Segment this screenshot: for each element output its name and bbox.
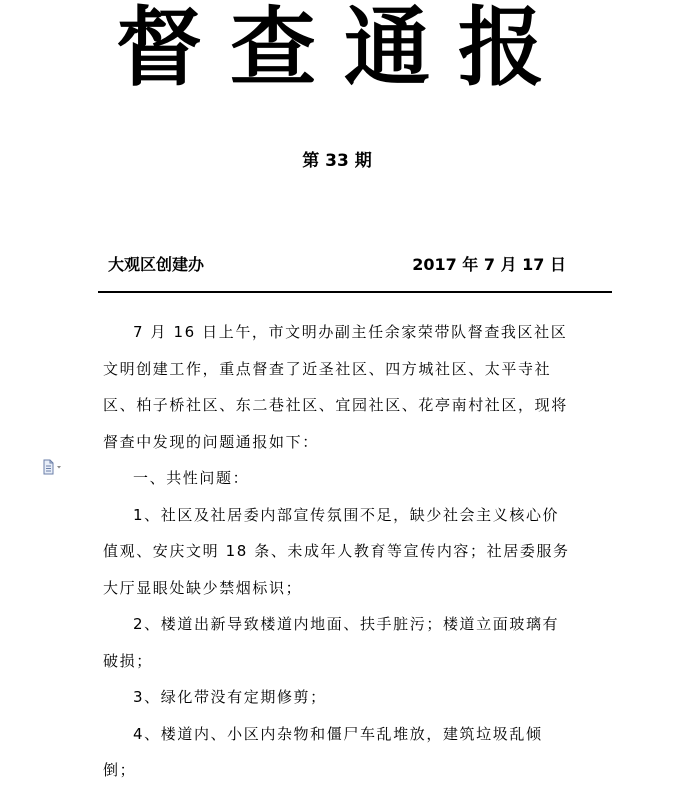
- issuing-organization: 大观区创建办: [108, 255, 205, 274]
- section-heading: 一、共性问题：: [133, 469, 250, 487]
- list-item: 4、楼道内、小区内杂物和僵尸车乱堆放，建筑垃圾乱倾倒；: [103, 724, 543, 779]
- header-divider: [98, 291, 612, 293]
- list-item: 3、绿化带没有定期修剪；: [133, 688, 327, 706]
- intro-paragraph: 7 月 16 日上午，市文明办副主任余家荣带队督查我区社区文明创建工作，重点督查了近圣社区、四方城社区、太平寺社区、柏子桥社区、东二巷社区、宜园社区、花亭南村社区，现将督查中发现的问题通报如下：: [103, 323, 568, 451]
- list-item: 2、楼道出新导致楼道内地面、扶手脏污；楼道立面玻璃有破损；: [103, 615, 560, 670]
- document-icon[interactable]: [42, 459, 64, 475]
- meta-row: [108, 252, 566, 278]
- page-title: 督查通报: [116, 0, 572, 98]
- issue-number: 第 33 期: [302, 151, 372, 171]
- issue-date: 2017 年 7 月 17 日: [412, 255, 566, 274]
- document-body: [103, 314, 575, 789]
- list-item: 1、社区及社居委内部宣传氛围不足，缺少社会主义核心价值观、安庆文明 18 条、未成年人教育等宣传内容；社居委服务大厅显眼处缺少禁烟标识；: [103, 505, 570, 597]
